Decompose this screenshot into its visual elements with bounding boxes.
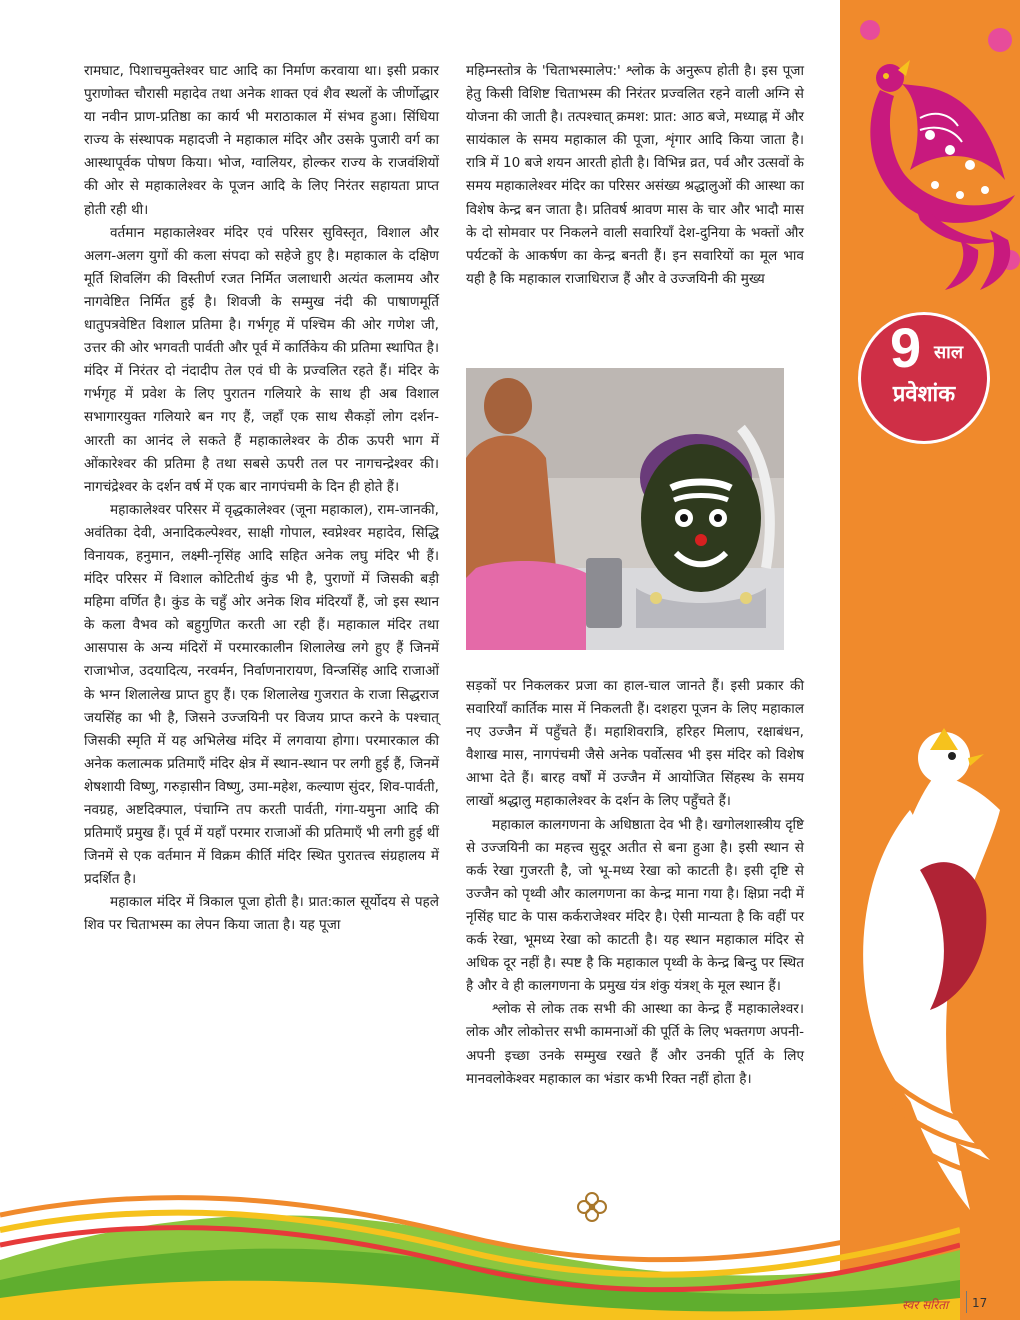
anniversary-badge — [858, 312, 990, 444]
badge-sal: साल — [934, 342, 964, 363]
bottom-wave-decoration — [0, 1170, 960, 1320]
magazine-name: स्वर सरिता — [902, 1298, 949, 1312]
left-text-column — [84, 60, 439, 938]
peacock-top-illustration — [850, 0, 1020, 300]
peacock-bottom-illustration — [840, 710, 1020, 1270]
paragraph: वर्तमान महाकालेश्वर मंदिर एवं परिसर सुविस्तृत, विशाल और अलग-अलग युगों की कला संपदा को सहेजे हुए है। महाकाल के दक्षिण मूर्ति शिवलिंग की विस्तीर्ण रजत निर्मित जलाधारी अत्यंत कलामय और नागवेष्टित निर्मित हुई है। शिवजी के सम्मुख नंदी की पाषाणमूर्ति धातुपत्रवेष्टित विशाल प्रतिमा है। गर्भगृह में पश्चिम की ओर गणेश जी, उत्तर की ओर भगवती पार्वती और पूर्व में कार्तिकेय की प्रतिमा स्थापित है। मंदिर में निरंतर दो नंदादीप तेल एवं घी के प्रज्वलित रहते हैं। मंदिर के गर्भगृह में प्रवेश के लिए पुरातन गलियारे के साथ ही अब विशाल सभागारयुक्त गलियारे बन गए हैं, जहाँ एक साथ सैकड़ों लोग दर्शन-आरती का आनंद ले सकते हैं महाकालेश्वर के ठीक ऊपरी भाग में ओंकारेश्वर की प्रतिमा है तथा सबसे ऊपरी तल पर नागचन्द्रेश्वर की। नागचंद्रेश्वर के दर्शन वर्ष में एक बार नागपंचमी के दिन ही होते हैं। — [84, 224, 439, 495]
paragraph: महाकाल मंदिर में त्रिकाल पूजा होती है। प्रात:काल सूर्योदय से पहले शिव पर चिताभस्म का लेपन किया जाता है। यह पूजा — [84, 894, 439, 934]
flower-ornament-icon — [575, 1190, 609, 1224]
right-bottom-text-column — [466, 675, 804, 1091]
badge-number: 9 — [890, 316, 922, 379]
paragraph: श्लोक से लोक तक सभी की आस्था का केन्द्र हैं महाकालेश्वर। लोक और लोकोत्तर सभी कामनाओं की पूर्ति के लिए भक्तगण अपनी-अपनी इच्छा उनके सम्मुख रखते हैं और उनकी पूर्ति के लिए मानवलोकेश्वर महाकाल का भंडार कभी रिक्त नहीं होता है। — [466, 1001, 804, 1087]
badge-label: प्रवेशांक — [892, 382, 956, 407]
mahakal-shringar-photo — [466, 368, 784, 650]
paragraph: महाकालेश्वर परिसर में वृद्धकालेश्वर (जूना महाकाल), राम-जानकी, अवंतिका देवी, अनादिकल्पेश्वर, साक्षी गोपाल, स्वप्नेश्वर महादेव, सिद्धि विनायक, हनुमान, लक्ष्मी-नृसिंह आदि सहित अनेक लघु मंदिर भी हैं। मंदिर परिसर में विशाल कोटितीर्थ कुंड भी है, पुराणों में जिसकी बड़ी महिमा वर्णित है। कुंड के चहुँ ओर अनेक शिव मंदिरयाँ हैं, जो इस स्थान के कला वैभव को बहुगुणित करती आ रही हैं। महाकाल मंदिर तथा आसपास के अन्य मंदिरों में परमारकालीन शिलालेख लगे हुए हैं जिनमें राजाभोज, उदयादित्य, नरवर्मन, निर्वाणनारायण, विन्जसिंह आदि राजाओं के भग्न शिलालेख प्राप्त हुए हैं। एक शिलालेख गुजरात के राजा सिद्धराज जयसिंह का भी है, जिसने उज्जयिनी पर विजय प्राप्त करने के पश्चात् जिसकी स्मृति में यह अभिलेख मंदिर में लगवाया होगा। परमारकाल की अनेक कलात्मक प्रतिमाएँ मंदिर क्षेत्र में स्थान-स्थान पर लगी हुई हैं, जिनमें शेषशायी विष्णु, गरुड़ासीन विष्णु, उमा-महेश, कल्याण सुंदर, शिव-पार्वती, नवग्रह, अष्टदिक्पाल, पंचाग्नि तप करती पार्वती, गंगा-यमुना आदि की प्रतिमाएँ प्रमुख हैं। पूर्व में यहाँ परमार राजाओं की प्रतिमाएँ भी लगी हुई थीं जिनमें से एक वर्तमान में विक्रम कीर्ति मंदिर स्थित पुरातत्त्व संग्रहालय में प्रदर्शित है। — [84, 501, 439, 888]
page-number: 17 — [972, 1296, 988, 1310]
paragraph: महिम्नस्तोत्र के 'चिताभस्मालेप:' श्लोक के अनुरूप होती है। इस पूजा हेतु किसी विशिष्ट चिताभस्म की निरंतर प्रज्वलित रहने वाली अग्नि से योजना की जाती है। तत्पश्चात् क्रमश: प्रात: आठ बजे, मध्याह्न में और सायंकाल के समय महाकाल की पूजा, शृंगार आदि किया जाता है। रात्रि में 10 बजे शयन आरती होती है। विभिन्न व्रत, पर्व और उत्सवों के समय महाकालेश्वर मंदिर का परिसर असंख्य श्रद्धालुओं की आस्था का विशेष केन्द्र बन जाता है। प्रतिवर्ष श्रावण मास के चार और भादौ मास के दो सोमवार पर निकलने वाली सवारियाँ देश-दुनिया के भक्तों और पर्यटकों के आकर्षण का केन्द्र बनती हैं। इन सवारियों का मूल भाव यही है कि महाकाल राजाधिराज हैं और वे उज्जयिनी की मुख्य — [466, 63, 804, 287]
photo-drawing — [466, 368, 784, 650]
paragraph: सड़कों पर निकलकर प्रजा का हाल-चाल जानते हैं। इसी प्रकार की सवारियाँ कार्तिक मास में निकलती हैं। दशहरा पूजन के लिए महाकाल नए उज्जैन में पहुँचते हैं। महाशिवरात्रि, हरिहर मिलाप, रक्षाबंधन, वैशाख मास, नागपंचमी जैसे अनेक पर्वोत्सव भी इस मंदिर को विशेष आभा देते हैं। बारह वर्षों में उज्जैन में आयोजित सिंहस्थ के समय लाखों श्रद्धालु महाकालेश्वर के दर्शन के लिए पहुँचते हैं। — [466, 678, 804, 810]
right-top-text-column — [466, 60, 804, 291]
paragraph: रामघाट, पिशाचमुक्तेश्वर घाट आदि का निर्माण करवाया था। इसी प्रकार पुराणोक्त चौरासी महादेव तथा अनेक शाक्त एवं शैव स्थलों के जीर्णोद्धार या नवीन प्राण-प्रतिष्ठा का कार्य भी मराठाकाल में संभव हुआ। सिंधिया राज्य के संस्थापक महादजी ने महाकाल मंदिर और उसके पुजारी वर्ग का आस्थापूर्वक पोषण किया। भोज, ग्वालियर, होल्कर राज्य के राजवंशियों की ओर से महाकालेश्वर के पूजन आदि के लिए निरंतर सहायता प्राप्त होती रही थी। — [84, 63, 439, 218]
paragraph: महाकाल कालगणना के अधिष्ठाता देव भी है। खगोलशास्त्रीय दृष्टि से उज्जयिनी का महत्त्व सुदूर अतीत से बना हुआ है। इसी स्थान से कर्क रेखा गुजरती है, जो भू-मध्य रेखा को काटती है। इसी दृष्टि से उज्जैन को पृथ्वी और कालगणना का केन्द्र माना गया है। क्षिप्रा नदी में नृसिंह घाट के पास कर्कराजेश्वर मंदिर है। ऐसी मान्यता है कि वहीं पर कर्क रेखा, भूमध्य रेखा को काटती है। यह स्थान महाकाल मंदिर से अधिक दूर नहीं है। स्पष्ट है कि महाकाल पृथ्वी के केन्द्र बिन्दु पर स्थित है और वे ही कालगणना के प्रमुख यंत्र शंकु यंत्रश् के मूल स्थान हैं। — [466, 816, 804, 995]
footer-divider — [966, 1291, 967, 1313]
